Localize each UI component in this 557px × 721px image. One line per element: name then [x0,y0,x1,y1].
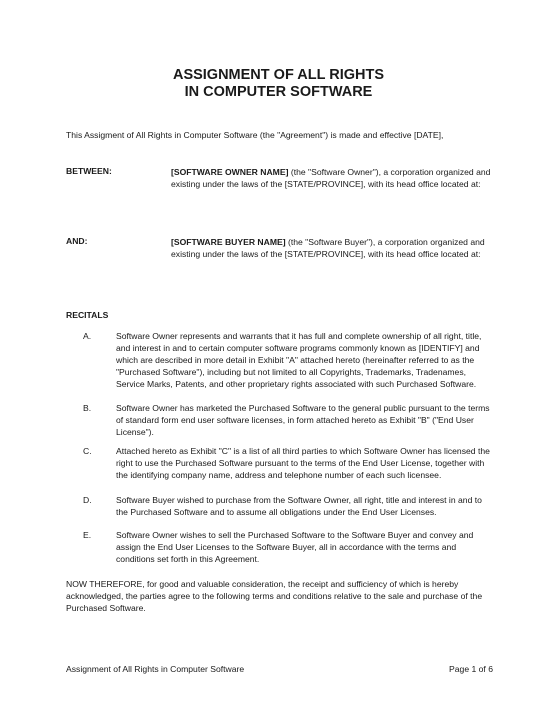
between-text: (the "Software Owner"), a corporation organized and existing under the laws of the [STATE/PROVINCE], with its head office located at: [171,167,491,189]
recital-a-letter: A. [83,331,92,341]
between-paragraph [171,166,496,190]
recital-c-letter: C. [83,446,92,456]
between-label: BETWEEN: [66,166,112,176]
recital-b-text: Software Owner has marketed the Purchased Software to the general public pursuant to the terms of standard form end user software licenses, in form attached hereto as Exhibit "B" ("End User License"). [116,403,490,437]
intro-paragraph: This Assigment of All Rights in Computer Software (the "Agreement") is made and effective [DATE], [66,130,444,140]
recital-e-letter: E. [83,530,92,540]
footer-document-title: Assignment of All Rights in Computer Software [66,664,245,674]
recital-c-text: Attached hereto as Exhibit "C" is a list of all third parties to which Software Owner has licensed the right to use the Purchased Software pursuant to the terms of the End User License, together with the identifying company name, address and telephone number of each such licensee. [116,446,490,480]
now-therefore-paragraph: NOW THEREFORE, for good and valuable consideration, the receipt and sufficiency of which is hereby acknowledged, the parties agree to the following terms and conditions relative to the sale and purchase of the Purchased Software. [66,579,483,613]
document-title-line-1: ASSIGNMENT OF ALL RIGHTS [172,67,385,83]
document-title-line-2: IN COMPUTER SOFTWARE [184,84,373,100]
recital-d-text: Software Buyer wished to purchase from the Software Owner, all right, title and interest in and to the Purchased Software and to assume all obligations under the End User Licenses. [116,495,482,517]
recital-e-text: Software Owner wishes to sell the Purchased Software to the Software Buyer and convey and assign the End User Licenses to the Software Buyer, all in accordance with the terms and conditions set forth in this Agreement. [116,530,474,564]
recitals-heading: RECITALS [66,310,109,320]
and-paragraph [171,236,496,260]
recital-d-letter: D. [83,495,92,505]
software-buyer-name: [SOFTWARE BUYER NAME] [171,237,286,247]
software-owner-name: [SOFTWARE OWNER NAME] [171,167,289,177]
footer-page-number: Page 1 of 6 [449,664,493,674]
recital-a-text: Software Owner represents and warrants that it has full and complete ownership of all right, title, and interest in and to certain computer software programs commonly known as [IDENTIFY] and which are described in more detail in Exhibit "A" attached hereto (hereinafter referred to as the "Purchased Software"), including but not limited to all Copyrights, Trademarks, Tradenames, Service Marks, Patents, and other proprietary rights associated with such Purchased Software. [116,331,482,389]
and-text: (the "Software Buyer"), a corporation organized and existing under the laws of the [STATE/PROVINCE], with its head office located at: [171,237,485,259]
and-label: AND: [66,236,88,246]
recital-b-letter: B. [83,403,92,413]
